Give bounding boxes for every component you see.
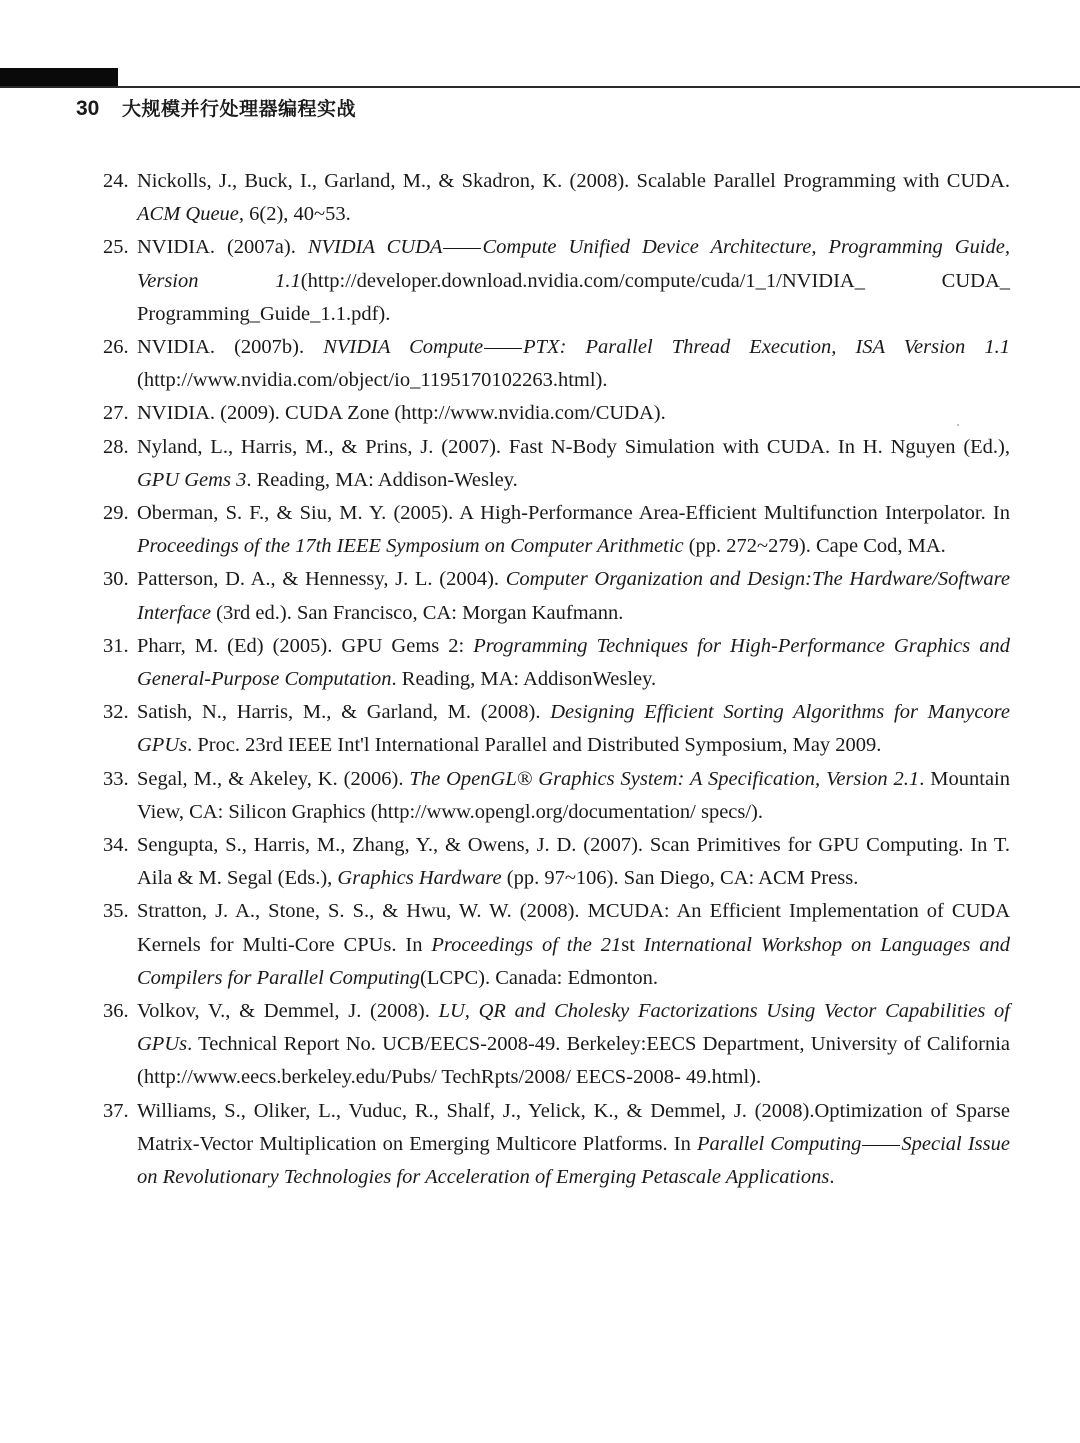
- reference-34: [100, 829, 1010, 895]
- reference-title: International Workshop on Languages and Compilers for Parallel Computing: [137, 933, 1010, 989]
- reference-30: [100, 563, 1010, 629]
- reference-number: 36.: [103, 1000, 129, 1023]
- reference-number: 32.: [103, 701, 129, 724]
- reference-text: (LCPC). Canada: Edmonton.: [420, 966, 659, 989]
- reference-number: 26.: [103, 336, 129, 359]
- reference-35: [100, 895, 1010, 995]
- reference-number: 27.: [103, 402, 129, 425]
- reference-text: (http://www.nvidia.com/object/io_1195170102263.html).: [137, 369, 608, 392]
- reference-number: 29.: [103, 502, 129, 525]
- reference-title: Proceedings of the 17th IEEE Symposium on Computer Arithmetic: [137, 535, 684, 558]
- reference-text: Segal, M., & Akeley, K. (2006).: [137, 767, 410, 790]
- scan-speck: [957, 424, 959, 426]
- reference-number: 37.: [103, 1099, 129, 1122]
- page-number: 30: [76, 97, 100, 120]
- reference-text: . Proc. 23rd IEEE Int'l International Parallel and Distributed Symposium, May 2009.: [187, 734, 882, 757]
- reference-text: st: [621, 933, 644, 956]
- reference-31: [100, 630, 1010, 696]
- em-dash-rule: [484, 348, 522, 349]
- header-rule: [0, 86, 1080, 88]
- reference-number: 24.: [103, 170, 129, 192]
- reference-number: 28.: [103, 435, 129, 458]
- reference-text: Satish, N., Harris, M., & Garland, M. (2008).: [137, 701, 551, 724]
- reference-text: Stratton, J. A., Stone, S. S., & Hwu, W. W. (2008). MCUDA: An Efficient Implementation of CUDA Kernels for Multi-Core CPUs. In: [137, 900, 1010, 956]
- reference-29: [100, 497, 1010, 563]
- reference-title: The OpenGL® Graphics System: A Specification, Version 2.1: [409, 767, 920, 790]
- reference-28: [100, 431, 1010, 497]
- reference-number: 30.: [103, 568, 129, 591]
- reference-24: [100, 165, 1010, 231]
- reference-text: . Reading, MA: AddisonWesley.: [391, 668, 657, 691]
- reference-text: Volkov, V., & Demmel, J. (2008).: [137, 1000, 439, 1023]
- reference-title: NVIDIA CUDA: [307, 236, 443, 259]
- reference-title: GPU Gems 3: [137, 468, 247, 491]
- reference-title: LU, QR and Cholesky Factorizations Using Vector Capabilities of GPUs: [137, 1000, 1010, 1056]
- reference-text: NVIDIA. (2009). CUDA Zone (http://www.nvidia.com/CUDA).: [137, 402, 666, 425]
- reference-text: NVIDIA. (2007b).: [137, 336, 324, 359]
- reference-text: Sengupta, S., Harris, M., Zhang, Y., & Owens, J. D. (2007). Scan Primitives for GPU Computing. In T. Aila & M. Segal (Eds.),: [137, 834, 1010, 890]
- reference-title: Programming Techniques for High-Performance Graphics and General-Purpose Computation: [137, 634, 1011, 691]
- reference-text: . Mountain View, CA: Silicon Graphics (http://www.opengl.org/documentation/ specs/).: [137, 767, 1010, 823]
- reference-text: Nickolls, J., Buck, I., Garland, M., & Skadron, K. (2008). Scalable Parallel Programming with CUDA.: [137, 170, 1010, 192]
- reference-title: PTX: Parallel Thread Execution, ISA Version 1.1: [523, 336, 1010, 359]
- reference-title: Graphics Hardware: [337, 867, 502, 890]
- reference-26: [100, 331, 1010, 397]
- reference-text: (pp. 272~279). Cape Cod, MA.: [683, 535, 946, 558]
- reference-text: Williams, S., Oliker, L., Vuduc, R., Shalf, J., Yelick, K., & Demmel, J. (2008).Optimization of Sparse Matrix-Vector Multiplication on Emerging Multicore Platforms. In: [137, 1099, 1010, 1155]
- reference-title: Parallel Computing: [696, 1132, 862, 1155]
- reference-title: Compute Unified Device Architecture, Programming Guide, Version 1.1: [137, 236, 1010, 292]
- reference-title: NVIDIA Compute: [323, 336, 484, 359]
- reference-37: [100, 1095, 1010, 1195]
- reference-title: Computer Organization and Design:The Hardware/Software Interface: [137, 568, 1011, 624]
- reference-text: Patterson, D. A., & Hennessy, J. L. (2004).: [137, 568, 506, 591]
- reference-number: 25.: [103, 236, 129, 259]
- reference-33: [100, 763, 1010, 829]
- header-black-bar: [0, 68, 118, 88]
- reference-title: Designing Efficient Sorting Algorithms for Manycore GPUs: [137, 701, 1011, 757]
- em-dash-rule: [443, 248, 481, 249]
- reference-list: [100, 165, 1010, 1194]
- reference-25: [100, 231, 1010, 331]
- reference-title: ACM Queue: [137, 203, 239, 226]
- reference-text: . Technical Report No. UCB/EECS-2008-49. Berkeley:EECS Department, University of California (http://www.eecs.berkeley.edu/Pubs/ TechRpts/2008/ EECS-2008- 49.html).: [137, 1033, 1010, 1089]
- reference-text: .: [829, 1166, 835, 1189]
- reference-text: Pharr, M. (Ed) (2005). GPU Gems 2:: [137, 634, 474, 657]
- reference-number: 33.: [103, 767, 129, 790]
- reference-number: 34.: [103, 834, 129, 857]
- reference-36: [100, 995, 1010, 1095]
- reference-text: (pp. 97~106). San Diego, CA: ACM Press.: [501, 867, 859, 890]
- reference-text: Oberman, S. F., & Siu, M. Y. (2005). A High-Performance Area-Efficient Multifunction Interpolator. In: [137, 502, 1010, 525]
- reference-32: [100, 696, 1010, 762]
- running-title: 大规模并行处理器编程实战: [122, 98, 357, 120]
- reference-text: , 6(2), 40~53.: [238, 203, 351, 226]
- reference-number: 35.: [103, 900, 129, 923]
- reference-27: [100, 397, 1010, 430]
- em-dash-rule: [862, 1145, 900, 1146]
- reference-text: NVIDIA. (2007a).: [137, 236, 308, 259]
- reference-title: Proceedings of the 21: [431, 933, 622, 956]
- reference-text: Nyland, L., Harris, M., & Prins, J. (2007). Fast N-Body Simulation with CUDA. In H. Nguyen (Ed.),: [137, 435, 1010, 458]
- reference-number: 31.: [103, 634, 129, 657]
- reference-text: . Reading, MA: Addison-Wesley.: [246, 468, 518, 491]
- reference-title: Special Issue on Revolutionary Technologies for Acceleration of Emerging Petascale Applications: [137, 1132, 1010, 1189]
- reference-text: (3rd ed.). San Francisco, CA: Morgan Kaufmann.: [211, 601, 624, 624]
- reference-text: (http://developer.download.nvidia.com/compute/cuda/1_1/NVIDIA_ CUDA_ Programming_Guide_1.1.pdf).: [137, 269, 1010, 325]
